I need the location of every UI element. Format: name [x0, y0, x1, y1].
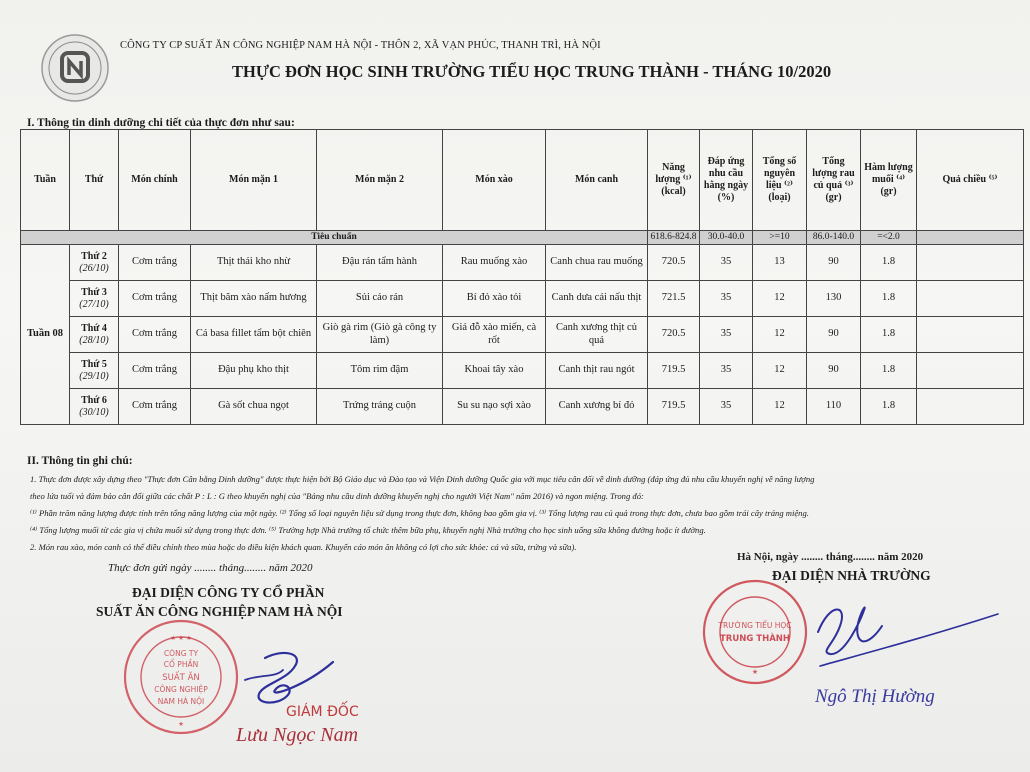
muoi-cell: 1.8 — [861, 353, 917, 389]
company-stamp — [120, 618, 242, 736]
mon-chinh-cell: Cơm trắng — [119, 245, 191, 281]
qua-chieu-cell — [917, 281, 1024, 317]
day-cell — [70, 245, 119, 281]
mon-xao-cell: Khoai tây xào — [443, 353, 546, 389]
mon-man-1-cell: Đậu phụ kho thịt — [191, 353, 317, 389]
standard-nguyen-lieu: >=10 — [753, 231, 807, 245]
col-header-tuan: Tuần — [21, 130, 70, 231]
mon-man-1-cell: Thịt băm xào nấm hương — [191, 281, 317, 317]
section-1-heading: I. Thông tin dinh dưỡng chi tiết của thực đơn như sau: — [27, 117, 295, 129]
stamp-text-line: TRUNG THÀNH — [719, 634, 791, 644]
mon-chinh-cell: Cơm trắng — [119, 353, 191, 389]
rau-cell: 110 — [807, 389, 861, 425]
stamp-text-line: NAM HÀ NỘI — [157, 697, 205, 706]
nguyen-lieu-cell: 12 — [753, 353, 807, 389]
col-header-mon-canh: Món canh — [546, 130, 648, 231]
mon-xao-cell: Bí đỏ xào tỏi — [443, 281, 546, 317]
mon-man-2-cell: Đậu rán tẩm hành — [317, 245, 443, 281]
nguyen-lieu-cell: 12 — [753, 389, 807, 425]
dap-ung-cell: 35 — [700, 245, 753, 281]
table-row — [21, 389, 1024, 425]
mon-man-2-cell: Sủi cảo rán — [317, 281, 443, 317]
school-sign-date: Hà Nội, ngày ........ tháng........ năm 2020 — [737, 551, 924, 563]
mon-man-1-cell: Thịt thái kho nhừ — [191, 245, 317, 281]
muoi-cell: 1.8 — [861, 389, 917, 425]
director-name: Lưu Ngọc Nam — [236, 724, 359, 746]
col-header-nguyen-lieu: Tổng số nguyên liệu ⁽²⁾ (loại) — [753, 130, 807, 231]
qua-chieu-cell — [917, 245, 1024, 281]
mon-canh-cell: Canh dưa cải nấu thịt — [546, 281, 648, 317]
standard-row — [21, 231, 1024, 245]
day-name: Thứ 6 — [81, 394, 107, 406]
day-cell — [70, 281, 119, 317]
table-row — [21, 317, 1024, 353]
nguyen-lieu-cell: 13 — [753, 245, 807, 281]
school-rep-label: ĐẠI DIỆN NHÀ TRƯỜNG — [772, 568, 931, 583]
qua-chieu-cell — [917, 389, 1024, 425]
nang-luong-cell: 720.5 — [648, 317, 700, 353]
mon-man-2-cell: Tôm rim đậm — [317, 353, 443, 389]
principal-name: Ngô Thị Hường — [815, 686, 935, 707]
company-address-line: CÔNG TY CP SUẤT ĂN CÔNG NGHIỆP NAM HÀ NỘI - THÔN 2, XÃ VẠN PHÚC, THANH TRÌ, HÀ NỘI — [120, 40, 601, 51]
col-header-rau-cu-qua: Tổng lượng rau củ quả ⁽³⁾ (gr) — [807, 130, 861, 231]
qua-chieu-cell — [917, 317, 1024, 353]
nang-luong-cell: 720.5 — [648, 245, 700, 281]
mon-canh-cell: Canh chua rau muống — [546, 245, 648, 281]
day-date: (29/10) — [79, 370, 109, 382]
svg-text:★ ★ ★: ★ ★ ★ — [170, 634, 192, 642]
stamp-text-line: CỔ PHẦN — [163, 660, 199, 669]
rau-cell: 90 — [807, 353, 861, 389]
day-cell — [70, 353, 119, 389]
standard-rau: 86.0-140.0 — [807, 231, 861, 245]
stamp-text-line: CÔNG TY — [163, 649, 199, 658]
day-cell — [70, 389, 119, 425]
standard-muoi: =<2.0 — [861, 231, 917, 245]
document-title: THỰC ĐƠN HỌC SINH TRƯỜNG TIỂU HỌC TRUNG THÀNH - THÁNG 10/2020 — [232, 62, 832, 81]
nguyen-lieu-cell: 12 — [753, 317, 807, 353]
mon-canh-cell: Canh xương bí đỏ — [546, 389, 648, 425]
dap-ung-cell: 35 — [700, 389, 753, 425]
svg-text:★: ★ — [751, 668, 759, 676]
company-rep-line-1: ĐẠI DIỆN CÔNG TY CỔ PHẦN — [132, 585, 325, 600]
company-logo-icon — [40, 33, 110, 103]
mon-xao-cell: Su su nạo sợi xào — [443, 389, 546, 425]
table-row — [21, 353, 1024, 389]
note-line: ⁽⁴⁾ Tổng lượng muối từ các gia vị chứa muối sử dụng trong thực đơn. ⁽⁵⁾ Trường hợp Nhà trường tổ chức thêm bữa phụ, khuyến nghị Nhà trường cho học sinh uống sữa không đường hoặc ít đường. — [30, 525, 706, 535]
muoi-cell: 1.8 — [861, 245, 917, 281]
day-name: Thứ 2 — [81, 250, 107, 262]
rau-cell: 90 — [807, 245, 861, 281]
day-name: Thứ 5 — [81, 358, 107, 370]
col-header-mon-man-2: Món mặn 2 — [317, 130, 443, 231]
mon-canh-cell: Canh thịt rau ngót — [546, 353, 648, 389]
standard-dap-ung: 30.0-40.0 — [700, 231, 753, 245]
company-sent-date: Thực đơn gửi ngày ........ tháng........ năm 2020 — [108, 562, 313, 574]
col-header-mon-chinh: Món chính — [119, 130, 191, 231]
table-row — [21, 281, 1024, 317]
col-header-dap-ung: Đáp ứng nhu cầu hằng ngày (%) — [700, 130, 753, 231]
note-line: theo lứa tuổi và đảm bảo cân đối giữa các chất P : L : G theo khuyến nghị của "Bảng nhu cầu dinh dưỡng khuyến nghị cho người Việt Nam" năm 2016) và ngon miệng. Trong đó: — [30, 491, 644, 501]
day-name: Thứ 3 — [81, 286, 107, 298]
col-header-nang-luong: Năng lượng ⁽¹⁾ (kcal) — [648, 130, 700, 231]
mon-xao-cell: Giá đỗ xào miến, cà rốt — [443, 317, 546, 353]
day-date: (26/10) — [79, 262, 109, 274]
week-label: Tuần 08 — [21, 245, 70, 425]
nutrition-table-wrapper — [20, 129, 1025, 425]
mon-xao-cell: Rau muống xào — [443, 245, 546, 281]
day-name: Thứ 4 — [81, 322, 107, 334]
nang-luong-cell: 719.5 — [648, 389, 700, 425]
principal-signature-scribble — [790, 592, 1000, 672]
mon-chinh-cell: Cơm trắng — [119, 281, 191, 317]
nguyen-lieu-cell: 12 — [753, 281, 807, 317]
mon-man-1-cell: Cá basa fillet tẩm bột chiên — [191, 317, 317, 353]
muoi-cell: 1.8 — [861, 317, 917, 353]
stamp-text-line: TRƯỜNG TIỂU HỌC — [718, 621, 792, 630]
dap-ung-cell: 35 — [700, 317, 753, 353]
nang-luong-cell: 721.5 — [648, 281, 700, 317]
dap-ung-cell: 35 — [700, 281, 753, 317]
mon-man-1-cell: Gà sốt chua ngọt — [191, 389, 317, 425]
col-header-thu: Thứ — [70, 130, 119, 231]
rau-cell: 130 — [807, 281, 861, 317]
qua-chieu-cell — [917, 353, 1024, 389]
table-row — [21, 245, 1024, 281]
rau-cell: 90 — [807, 317, 861, 353]
muoi-cell: 1.8 — [861, 281, 917, 317]
section-2-heading: II. Thông tin ghi chú: — [27, 455, 133, 467]
mon-man-2-cell: Giò gà rim (Giò gà công ty làm) — [317, 317, 443, 353]
day-date: (27/10) — [79, 298, 109, 310]
standard-qua-chieu — [917, 231, 1024, 245]
note-line: 1. Thực đơn được xây dựng theo "Thực đơn Cân bằng Dinh dưỡng" được thực hiện bởi Bộ Giáo dục và Đào tạo và Viện Dinh dưỡng Quốc gia với mục tiêu cân đối về dinh dưỡng (đáp ứng đủ nhu cầu khuyến nghị về năng lượng — [30, 474, 815, 484]
stamp-text-line: CÔNG NGHIỆP — [154, 685, 208, 694]
director-signature-scribble — [225, 640, 335, 710]
notes-block — [30, 471, 1020, 556]
stamp-text-line: SUẤT ĂN — [162, 673, 200, 683]
nutrition-table — [20, 129, 1024, 425]
note-line: ⁽¹⁾ Phần trăm năng lượng được tính trên tổng năng lượng của một ngày. ⁽²⁾ Tổng số loại nguyên liệu sử dụng trong thực đơn, không bao gồm gia vị. ⁽³⁾ Tổng lượng rau củ quả trong thực đơn, chưa bao gồm trái cây tráng miệng. — [30, 508, 809, 518]
day-cell — [70, 317, 119, 353]
col-header-qua-chieu: Quả chiều ⁽⁵⁾ — [917, 130, 1024, 231]
col-header-mon-xao: Món xào — [443, 130, 546, 231]
svg-text:★: ★ — [178, 720, 184, 728]
nang-luong-cell: 719.5 — [648, 353, 700, 389]
col-header-muoi: Hàm lượng muối ⁽⁴⁾ (gr) — [861, 130, 917, 231]
day-date: (28/10) — [79, 334, 109, 346]
standard-nang-luong: 618.6-824.8 — [648, 231, 700, 245]
company-rep-line-2: SUẤT ĂN CÔNG NGHIỆP NAM HÀ NỘI — [96, 604, 343, 619]
dap-ung-cell: 35 — [700, 353, 753, 389]
standard-label: Tiêu chuẩn — [21, 231, 648, 245]
day-date: (30/10) — [79, 406, 109, 418]
mon-chinh-cell: Cơm trắng — [119, 389, 191, 425]
mon-chinh-cell: Cơm trắng — [119, 317, 191, 353]
mon-canh-cell: Canh xương thịt củ quả — [546, 317, 648, 353]
table-header-row — [21, 130, 1024, 231]
director-role-label: GIÁM ĐỐC — [286, 704, 359, 720]
mon-man-2-cell: Trứng tráng cuộn — [317, 389, 443, 425]
col-header-mon-man-1: Món mặn 1 — [191, 130, 317, 231]
note-line: 2. Món rau xào, món canh có thể điều chỉnh theo mùa hoặc do điều kiện khách quan. Khuyến cáo món ăn không có lợi cho sức khỏe: cá và sữa, trứng và sữa). — [30, 542, 577, 552]
